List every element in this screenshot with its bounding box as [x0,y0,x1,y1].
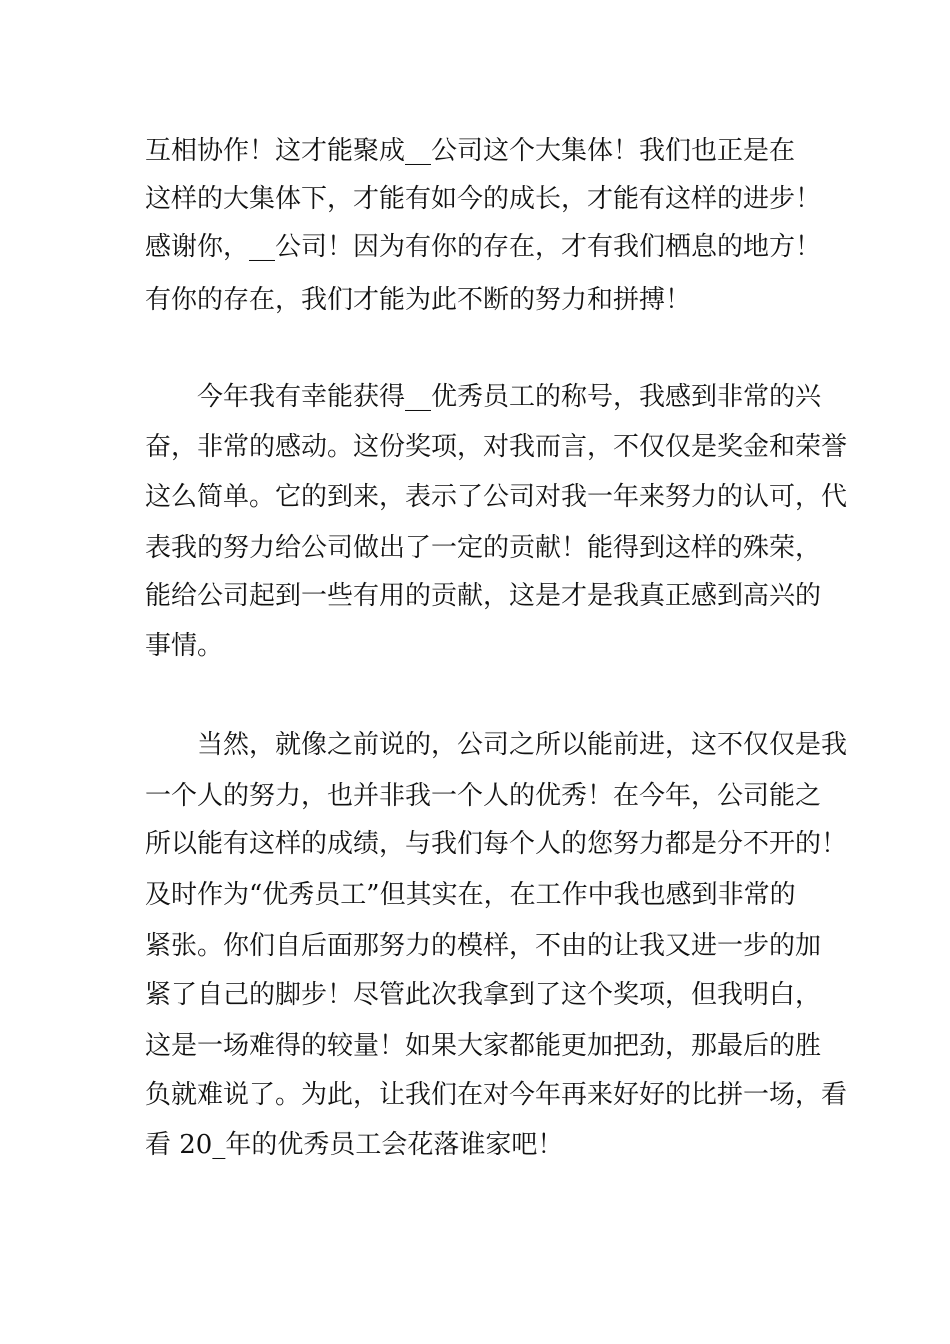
paragraph-3-line-9: 看 20_年的优秀员工会花落谁家吧！ [145,1130,564,1160]
paragraph-1-line-1: 互相协作！这才能聚成__公司这个大集体！我们也正是在 [145,136,796,166]
paragraph-2-line-6: 事情。 [145,631,224,661]
paragraph-1-line-2: 这样的大集体下，才能有如今的成长，才能有这样的进步！ [145,184,822,214]
paragraph-2-line-3: 这么简单。它的到来，表示了公司对我一年来努力的认可，代 [145,482,848,512]
paragraph-3-line-8: 负就难说了。为此，让我们在对今年再来好好的比拼一场，看 [145,1080,848,1110]
paragraph-3-line-3: 所以能有这样的成绩，与我们每个人的您努力都是分不开的！ [145,829,848,859]
paragraph-2-line-2: 奋，非常的感动。这份奖项，对我而言，不仅仅是奖金和荣誉 [145,432,848,462]
paragraph-3-line-7: 这是一场难得的较量！如果大家都能更加把劲，那最后的胜 [145,1031,822,1061]
paragraph-1-line-3: 感谢你，__公司！因为有你的存在，才有我们栖息的地方！ [145,232,822,262]
paragraph-3-line-4: 及时作为“优秀员工”但其实在，在工作中我也感到非常的 [145,880,796,910]
paragraph-3-line-1: 当然，就像之前说的，公司之所以能前进，这不仅仅是我 [197,730,848,760]
paragraph-3-line-6: 紧了自己的脚步！尽管此次我拿到了这个奖项，但我明白， [145,980,822,1010]
paragraph-2-line-5: 能给公司起到一些有用的贡献，这是才是我真正感到高兴的 [145,581,822,611]
paragraph-1-line-4: 有你的存在，我们才能为此不断的努力和拼搏！ [145,285,692,315]
paragraph-3-line-5: 紧张。你们自后面那努力的模样，不由的让我又进一步的加 [145,931,822,961]
paragraph-2-line-4: 表我的努力给公司做出了一定的贡献！能得到这样的殊荣， [145,533,822,563]
paragraph-3-line-2: 一个人的努力，也并非我一个人的优秀！在今年，公司能之 [145,781,822,811]
paragraph-2-line-1: 今年我有幸能获得__优秀员工的称号，我感到非常的兴 [197,382,822,412]
